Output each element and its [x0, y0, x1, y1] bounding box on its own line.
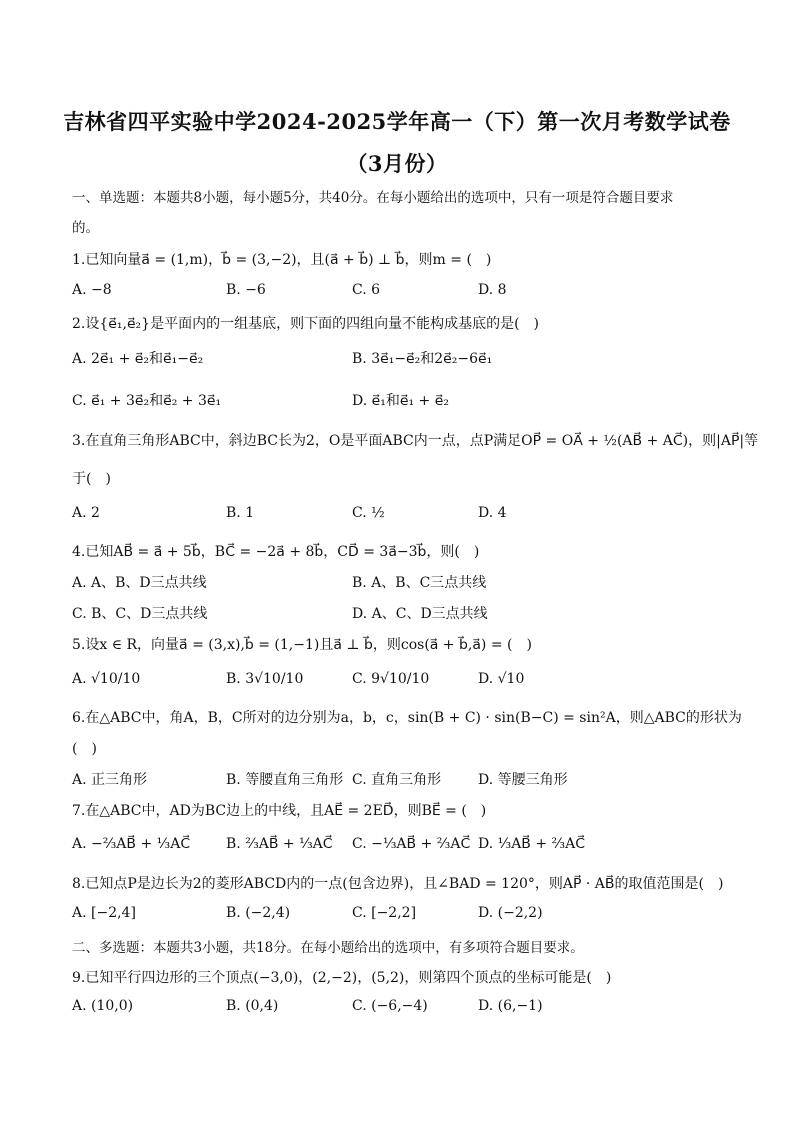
- question-7-option-b: B. ⅔AB⃗ + ⅓AC⃗: [226, 836, 333, 852]
- question-4-option-a: A. A、B、D三点共线: [72, 575, 207, 591]
- section1-heading: 一、单选题：本题共8小题，每小题5分，共40分。在每小题给出的选项中，只有一项是符合题目要求: [72, 190, 674, 206]
- question-8-option-b: B. (−2,4): [226, 905, 291, 921]
- question-5-option-d: D. √10: [478, 671, 525, 687]
- question-9-option-a: A. (10,0): [72, 998, 134, 1014]
- question-7-stem: 7.在△ABC中，AD为BC边上的中线，且AE⃗ = 2ED⃗，则BE⃗ = ( ): [72, 803, 487, 819]
- question-1-option-d: D. 8: [478, 282, 507, 298]
- question-6-stem: 6.在△ABC中，角A，B，C所对的边分别为a，b，c，sin(B + C) · sin(B−C) = sin²A，则△ABC的形状为: [72, 710, 742, 726]
- question-4-option-d: D. A、C、D三点共线: [352, 606, 488, 622]
- question-6-stem-cont: ( ): [72, 741, 97, 757]
- question-9-option-b: B. (0,4): [226, 998, 279, 1014]
- question-4-stem: 4.已知AB⃗ = a⃗ + 5b⃗，BC⃗ = −2a⃗ + 8b⃗，CD⃗ = 3a⃗−3b⃗，则( ): [72, 544, 480, 560]
- section2-heading: 二、多选题：本题共3小题，共18分。在每小题给出的选项中，有多项符合题目要求。: [72, 940, 584, 956]
- question-7-option-d: D. ⅓AB⃗ + ⅔AC⃗: [478, 836, 585, 852]
- question-3-option-d: D. 4: [478, 505, 507, 521]
- exam-title: 吉林省四平实验中学2024-2025学年高一（下）第一次月考数学试卷: [63, 109, 731, 134]
- question-3-option-c: C. ½: [352, 505, 385, 521]
- question-7-option-a: A. −⅔AB⃗ + ⅓AC⃗: [72, 836, 191, 852]
- question-5-stem: 5.设x ∈ R，向量a⃗ = (3,x),b⃗ = (1,−1)且a⃗ ⊥ b⃗，则cos(a⃗ + b⃗,a⃗) = ( ): [72, 637, 532, 653]
- question-6-option-b: B. 等腰直角三角形: [226, 772, 344, 788]
- question-2-option-d: D. e⃗₁和e⃗₁ + e⃗₂: [352, 393, 449, 409]
- question-6-option-a: A. 正三角形: [72, 772, 148, 788]
- exam-subtitle: （3月份）: [346, 151, 448, 176]
- question-6-option-d: D. 等腰三角形: [478, 772, 568, 788]
- question-2-stem: 2.设{e⃗₁,e⃗₂}是平面内的一组基底，则下面的四组向量不能构成基底的是( ): [72, 316, 539, 332]
- question-2-option-c: C. e⃗₁ + 3e⃗₂和e⃗₂ + 3e⃗₁: [72, 393, 222, 409]
- question-4-option-b: B. A、B、C三点共线: [352, 575, 487, 591]
- question-8-option-c: C. [−2,2]: [352, 905, 417, 921]
- section1-heading-cont: 的。: [72, 220, 99, 236]
- question-8-option-a: A. [−2,4]: [72, 905, 136, 921]
- question-2-option-a: A. 2e⃗₁ + e⃗₂和e⃗₁−e⃗₂: [72, 351, 204, 367]
- question-3-option-b: B. 1: [226, 505, 255, 521]
- question-9-option-d: D. (6,−1): [478, 998, 543, 1014]
- question-3-option-a: A. 2: [72, 505, 100, 521]
- question-1-option-b: B. −6: [226, 282, 266, 298]
- question-1-option-c: C. 6: [352, 282, 381, 298]
- question-5-option-a: A. √10/10: [72, 671, 141, 687]
- question-3-stem-cont: 于( ): [72, 471, 111, 487]
- question-1-stem: 1.已知向量a⃗ = (1,m)，b⃗ = (3,−2)，且(a⃗ + b⃗) ⊥ b⃗，则m = ( ): [72, 252, 492, 268]
- question-6-option-c: C. 直角三角形: [352, 772, 442, 788]
- question-5-option-b: B. 3√10/10: [226, 671, 304, 687]
- question-7-option-c: C. −⅓AB⃗ + ⅔AC⃗: [352, 836, 471, 852]
- question-2-option-b: B. 3e⃗₁−e⃗₂和2e⃗₂−6e⃗₁: [352, 351, 493, 367]
- question-5-option-c: C. 9√10/10: [352, 671, 430, 687]
- question-1-option-a: A. −8: [72, 282, 112, 298]
- question-8-stem: 8.已知点P是边长为2的菱形ABCD内的一点(包含边界)，且∠BAD = 120°，则AP⃗ · AB⃗的取值范围是( ): [72, 876, 724, 892]
- question-9-stem: 9.已知平行四边形的三个顶点(−3,0)，(2,−2)，(5,2)，则第四个顶点的坐标可能是( ): [72, 970, 612, 986]
- question-4-option-c: C. B、C、D三点共线: [72, 606, 208, 622]
- question-8-option-d: D. (−2,2): [478, 905, 543, 921]
- question-9-option-c: C. (−6,−4): [352, 998, 428, 1014]
- question-3-stem: 3.在直角三角形ABC中，斜边BC长为2，O是平面ABC内一点，点P满足OP⃗ = OA⃗ + ½(AB⃗ + AC⃗)，则|AP⃗|等: [72, 433, 759, 449]
